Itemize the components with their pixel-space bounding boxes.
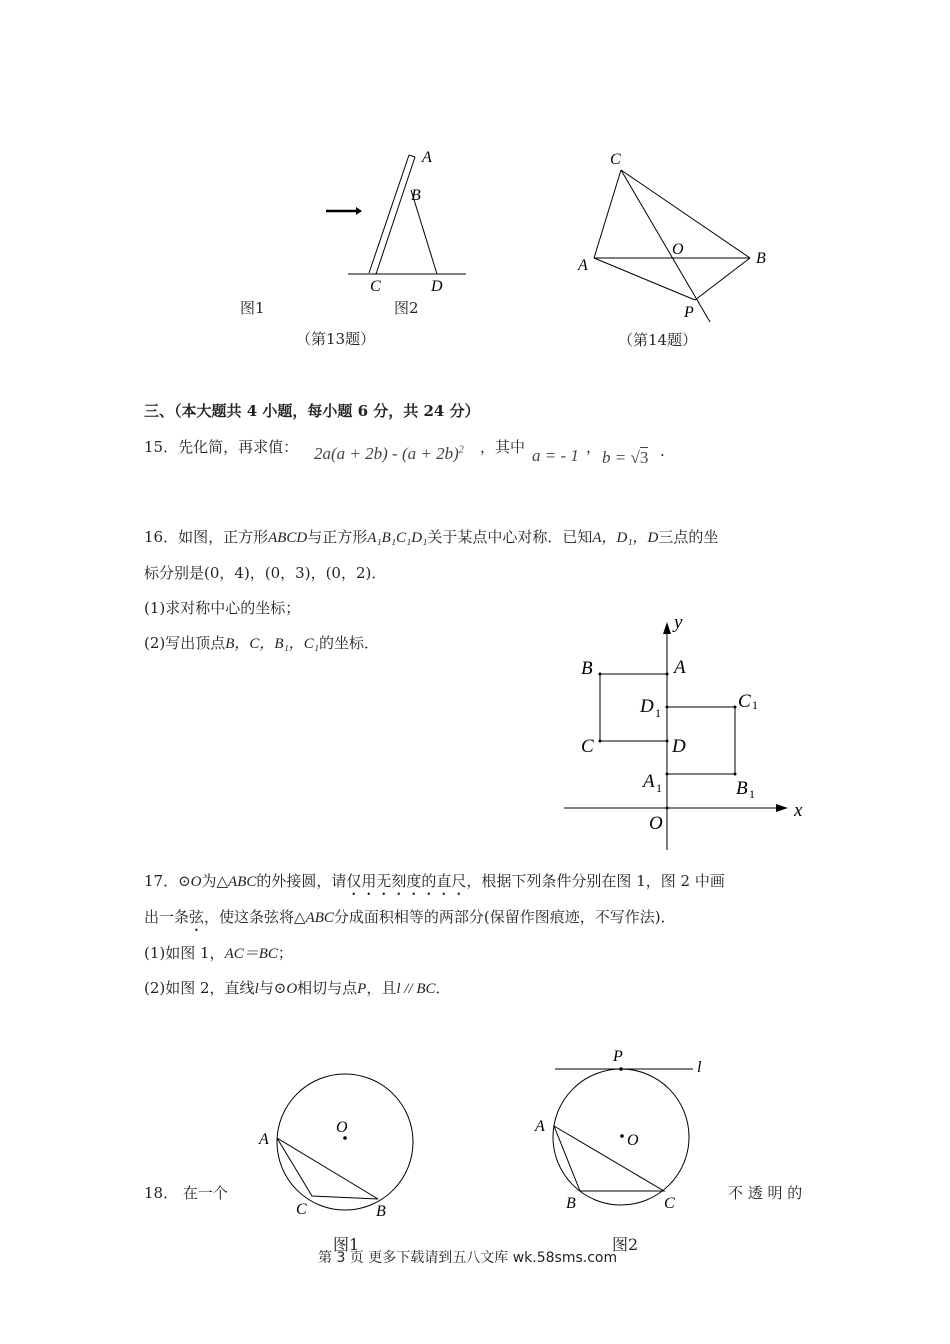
q17-fig1-label: 图1 [333, 1235, 360, 1254]
q17-figure-1 [250, 1060, 430, 1260]
fig13-label-A: A [422, 149, 432, 166]
fig1-center-O [343, 1136, 347, 1140]
fig14-label-A: A [578, 257, 588, 274]
q16-line1-c: 关于某点中心对称．已知 [427, 528, 593, 546]
q16-part2-points: B，C，B₁，C₁ [225, 636, 320, 652]
fig13-pole-right [376, 157, 415, 274]
y-axis-arrow-icon [663, 622, 671, 634]
q17-part1-eq: AC＝BC [224, 946, 278, 962]
fig14-caption: （第14题） [618, 331, 698, 349]
q17-part2-P: P [357, 981, 367, 997]
q17-line2-b: ，使这条弦将△ [204, 908, 306, 926]
q17-line1-c: 的外接圆，请 [256, 872, 347, 890]
fig2-label-O: O [627, 1132, 639, 1149]
fig13-fig1-label: 图1 [240, 299, 265, 317]
label-B: B [581, 658, 593, 679]
q17-line2-ABC: ABC [305, 910, 334, 926]
point-C [599, 740, 602, 743]
fig2-label-B: B [566, 1195, 576, 1212]
fig13-label-B: B [411, 187, 421, 204]
q17-emphasis-chord: 弦 [189, 908, 205, 926]
label-A1-sub: 1 [656, 781, 662, 795]
label-B1: B [736, 778, 748, 799]
q17-part1-a: (1)如图 1， [144, 944, 225, 962]
q17-emphasis-ruler: 仅用无刻度的直尺 [346, 872, 467, 890]
section-3-heading: 三、（本大题共 4 小题，每小题 6 分，共 24 分） [144, 402, 480, 420]
figure-14 [570, 140, 780, 330]
q16-line1 [144, 527, 718, 548]
label-C1-sub: 1 [752, 698, 758, 712]
q15-expression [314, 444, 464, 464]
fig2-triangle-ABC [554, 1126, 664, 1191]
point-C1 [734, 706, 737, 709]
fig13-pole-left [369, 155, 409, 273]
fig14-label-O: O [672, 241, 684, 258]
q16-line1-a: 16．如图，正方形 [144, 528, 269, 546]
q16-line1-b: 与正方形 [307, 528, 368, 546]
q16-part1: (1)求对称中心的坐标； [144, 599, 301, 617]
point-A1 [666, 773, 669, 776]
fig13-caption: （第13题） [296, 330, 376, 348]
q15-cond-b [602, 448, 648, 468]
fig13-arrow-head [356, 207, 362, 215]
label-D1: D [640, 696, 654, 717]
q18-suffix: 不 透 明 的 [728, 1184, 803, 1202]
q17-part2 [144, 978, 451, 999]
q17-line1-ABC: ABC [228, 874, 257, 890]
q17-line1-O: O [190, 874, 202, 890]
label-B1-sub: 1 [749, 787, 755, 801]
q15-end: . [660, 442, 665, 460]
q16-line1-d: 三点的坐 [658, 528, 719, 546]
fig13-label-D: D [431, 278, 443, 295]
q15-radicand: 3 [639, 448, 649, 467]
fig14-segment-CB [621, 170, 750, 258]
fig2-label-l: l [697, 1059, 702, 1076]
q17-line1 [144, 871, 725, 899]
q15-comma: ， [586, 438, 602, 456]
q17-part2-a: (2)如图 2，直线 [144, 979, 255, 997]
q17-part2-e: ． [435, 979, 451, 997]
fig2-label-P: P [613, 1048, 623, 1065]
q15-cond-b-lhs: b = [602, 448, 627, 467]
fig1-label-B: B [376, 1203, 386, 1220]
point-O [666, 807, 669, 810]
label-C1: C [738, 691, 751, 712]
point-B1 [734, 773, 737, 776]
fig14-segment-AP [594, 258, 695, 300]
fig14-label-B: B [756, 250, 766, 267]
point-A [666, 673, 669, 676]
label-O: O [649, 813, 663, 834]
q17-part2-c: 相切与点 [297, 979, 358, 997]
fig1-label-A: A [259, 1131, 269, 1148]
fig1-label-O: O [336, 1119, 348, 1136]
x-axis-arrow-icon [776, 804, 788, 812]
fig13-fig2-label: 图2 [394, 299, 419, 317]
q16-square-abcd: ABCD [268, 530, 308, 546]
point-D [666, 740, 669, 743]
fig14-segment-PB [695, 258, 750, 300]
fig14-label-C: C [610, 151, 621, 168]
q16-coordinate-graph [560, 610, 820, 855]
fig1-label-C: C [296, 1201, 307, 1218]
q16-part2-a: (2)写出顶点 [144, 634, 226, 652]
q18-prefix: 18． 在一个 [144, 1184, 228, 1202]
q17-part2-O: O [286, 981, 298, 997]
q17-part1 [144, 943, 293, 964]
q17-part2-parallel: l // BC [396, 981, 436, 997]
q17-line2-a: 出一条 [144, 908, 190, 926]
q16-points: A，D₁，D [592, 530, 659, 546]
q16-part2 [144, 633, 379, 654]
q17-line1-a: 17．⊙ [144, 872, 191, 890]
q15-cond-a: a = - 1 [532, 446, 579, 465]
q16-part2-b: 的坐标． [319, 634, 380, 652]
q17-part1-b: ； [277, 944, 293, 962]
fig2-label-A: A [535, 1118, 545, 1135]
q17-part2-l: l [254, 981, 259, 997]
label-A1: A [643, 771, 655, 792]
page-footer: 第 3 页 更多下载请到五八文库 wk.58sms.com [318, 1250, 618, 1266]
label-C: C [581, 736, 594, 757]
q17-figure-2 [525, 1040, 725, 1240]
q17-line2 [144, 907, 676, 935]
fig2-center-O [620, 1134, 624, 1138]
fig13-label-C: C [370, 278, 381, 295]
sqrt-icon: √ [630, 448, 640, 467]
q17-fig2-label: 图2 [612, 1235, 639, 1254]
q17-line1-b: 为△ [201, 872, 229, 890]
q16-line2: 标分别是(0，4)，(0，3)，(0，2)． [144, 564, 387, 582]
label-D: D [672, 736, 686, 757]
label-A: A [674, 657, 686, 678]
fig14-label-P: P [684, 304, 694, 321]
figure-13 [300, 140, 500, 360]
q17-part2-d: ，且 [366, 979, 397, 997]
q15-expr: 2a(a + 2b) - (a + 2b) [314, 444, 459, 463]
point-D1 [666, 706, 669, 709]
q15-mid: ，其中 [480, 438, 526, 456]
fig1-triangle-ABC [277, 1138, 378, 1199]
label-y: y [674, 612, 683, 633]
q17-part2-b: 与⊙ [258, 979, 287, 997]
fig13-pole-top [409, 155, 415, 157]
fig14-segment-AC [594, 170, 621, 258]
q17-line2-c: 分成面积相等的两部分(保留作图痕迹，不写作法)． [333, 908, 676, 926]
fig2-point-P [619, 1067, 623, 1071]
q16-square-a1b1c1d1: A₁B₁C₁D₁ [367, 530, 428, 546]
q17-line1-d: ，根据下列条件分别在图 1，图 2 中画 [466, 872, 725, 890]
label-D1-sub: 1 [655, 706, 661, 720]
q15-prefix: 15．先化简，再求值： [144, 438, 299, 456]
point-B [599, 673, 602, 676]
fig1-circle [277, 1074, 413, 1210]
q15-exponent: 2 [458, 444, 464, 456]
label-x: x [794, 800, 803, 821]
fig2-label-C: C [664, 1195, 675, 1212]
